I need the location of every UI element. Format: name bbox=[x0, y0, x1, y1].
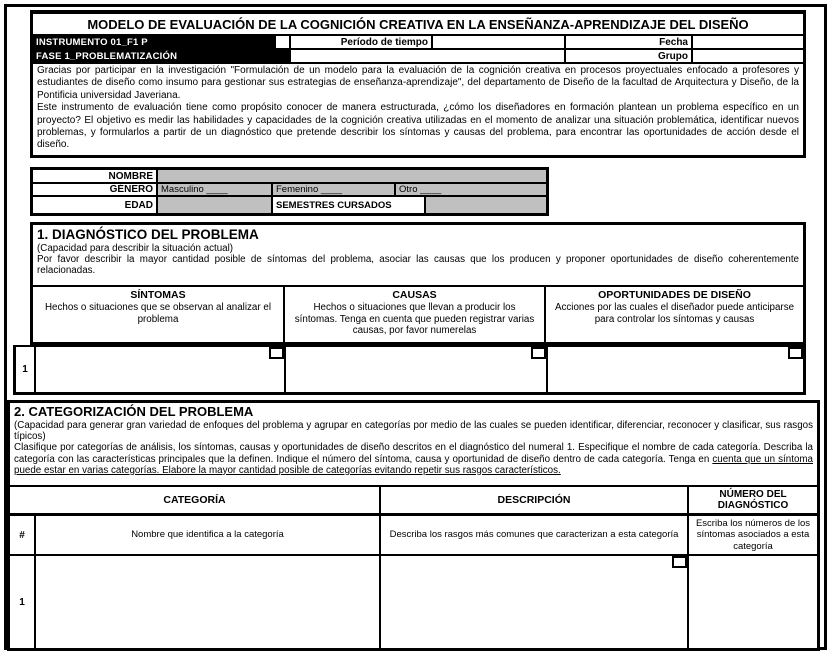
spacer-cell bbox=[276, 36, 291, 48]
personal-info-table bbox=[30, 167, 549, 216]
grupo-label: Grupo bbox=[566, 50, 693, 62]
genero-label: GÉNERO bbox=[33, 184, 158, 195]
section2-title: 2. CATEGORIZACIÓN DEL PROBLEMA bbox=[14, 404, 254, 419]
column-header-descripcion: DESCRIPCIÓN bbox=[381, 487, 689, 513]
section1-data-row bbox=[13, 345, 806, 395]
periodo-value-field[interactable] bbox=[433, 36, 566, 48]
genero-option-masculino[interactable]: Masculino ____ bbox=[158, 184, 273, 195]
section1-subtitle: (Capacidad para describir la situación actual) bbox=[37, 243, 234, 254]
hash-column-label: # bbox=[10, 516, 36, 554]
semestres-label: SEMESTRES CURSADOS bbox=[273, 197, 426, 213]
genero-option-femenino[interactable]: Femenino ____ bbox=[273, 184, 396, 195]
section2-row-number: 1 bbox=[10, 556, 36, 648]
section2-subtitle: (Capacidad para generar gran variedad de enfoques del problema y agrupar en categorías por medio de las cuales se pueden identificar, diferenciar, reconocer y clasificar, sus rasgos típicos) bbox=[14, 420, 813, 443]
subheader-descripcion: Describa los rasgos más comunes que caracterizan a esta categoría bbox=[381, 516, 689, 554]
section2-description bbox=[14, 442, 813, 476]
oportunidades-input-cell[interactable] bbox=[548, 347, 803, 392]
section2-description-underlined: cuenta que un síntoma puede estar en varias categorías. Elabore la mayor cantidad posible de categorías evitando repetir sus rasgos característicos. bbox=[14, 453, 814, 476]
subheader-numero: Escriba los números de los síntomas asociados a esta categoría bbox=[695, 517, 811, 552]
instrumento-label: INSTRUMENTO 01_F1 P bbox=[33, 36, 276, 48]
nombre-label: NOMBRE bbox=[33, 170, 158, 182]
intro-paragraph-2: Este instrumento de evaluación tiene como propósito conocer de manera estructurada, ¿cómo los diseñadores en formación plantean un problema específico en un proyecto? El objetivo es medir las habilidades y capacidades de la cognición creativa utilizadas en el momento de analizar una situación problemática, identificar nuevos problemas, y formularlos a partir de un diagnóstico que pretende describir los síntomas y causas del problema, para encontrar las oportunidades de acción desde el diseño. bbox=[37, 102, 799, 151]
column-header-categoria: CATEGORÍA bbox=[10, 487, 381, 513]
genero-option-otro[interactable]: Otro ____ bbox=[396, 184, 546, 195]
section2-box bbox=[7, 400, 820, 516]
sintomas-checkbox[interactable] bbox=[269, 347, 284, 359]
descripcion-input-cell[interactable] bbox=[381, 556, 689, 648]
section1-row-number: 1 bbox=[16, 347, 36, 392]
causas-checkbox[interactable] bbox=[531, 347, 546, 359]
nombre-value-field[interactable] bbox=[158, 170, 546, 182]
descripcion-checkbox[interactable] bbox=[672, 556, 687, 568]
intro-text bbox=[33, 64, 803, 155]
section1-description: Por favor describir la mayor cantidad posible de síntomas del problema, asociar las causas que los producen y proponer oportunidades de diseño coherentemente relacionadas. bbox=[37, 254, 799, 277]
header-table bbox=[30, 10, 806, 158]
fase-blank-field[interactable] bbox=[291, 50, 566, 62]
section2-description-part1: Clasifique por categorías de análisis, los síntomas, causas y oportunidades de diseño descritos en el diagnóstico del numeral 1. Especifique el nombre de cada categoría. Describa la categoría con las características principales que la definen. Indique el número del síntoma, causa y oportunidad de diseño dentro de cada categoría. Tenga en bbox=[14, 442, 813, 465]
section1-title: 1. DIAGNÓSTICO DEL PROBLEMA bbox=[37, 227, 259, 242]
section2-table-body bbox=[7, 516, 820, 651]
edad-value-field[interactable] bbox=[158, 197, 273, 213]
numero-input-cell[interactable] bbox=[689, 556, 817, 648]
column-header-oportunidades: OPORTUNIDADES DE DISEÑO Acciones por las cuales el diseñador puede anticiparse para controlar los síntomas y causas bbox=[554, 289, 795, 325]
column-header-numero-diagnostico: NÚMERO DEL DIAGNÓSTICO bbox=[717, 489, 789, 511]
fecha-label: Fecha bbox=[566, 36, 693, 48]
sintomas-input-cell[interactable] bbox=[36, 347, 286, 392]
causas-input-cell[interactable] bbox=[286, 347, 548, 392]
column-header-causas: CAUSAS Hechos o situaciones que llevan a producir los síntomas. Tenga en cuenta que pueden registrar varias causas, por favor numerelas bbox=[285, 287, 546, 342]
section1-box bbox=[30, 222, 806, 345]
oportunidades-checkbox[interactable] bbox=[788, 347, 803, 359]
edad-label: EDAD bbox=[33, 197, 158, 213]
grupo-value-field[interactable] bbox=[693, 50, 803, 62]
subheader-categoria: Nombre que identifica a la categoría bbox=[36, 516, 381, 554]
categoria-input-cell[interactable] bbox=[36, 556, 381, 648]
semestres-value-field[interactable] bbox=[426, 197, 546, 213]
periodo-label: Período de tiempo bbox=[291, 36, 433, 48]
fecha-value-field[interactable] bbox=[693, 36, 803, 48]
form-title: MODELO DE EVALUACIÓN DE LA COGNICIÓN CREATIVA EN LA ENSEÑANZA-APRENDIZAJE DEL DISEÑO bbox=[87, 16, 749, 32]
fase-label: FASE 1_PROBLEMATIZACIÓN bbox=[33, 50, 291, 62]
intro-paragraph-1: Gracias por participar en la investigación "Formulación de un modelo para la evaluación de la cognición creativa en procesos proyectuales enfocado a profesores y estudiantes de diseño como insumo para gestionar sus estrategias de enseñanza-aprendizaje", del departamento de Diseño de la facultad de Arquitectura y Diseño, de la Pontificia universidad Javeriana. bbox=[37, 65, 799, 101]
column-header-sintomas: SÍNTOMAS Hechos o situaciones que se observan al analizar el problema bbox=[33, 287, 285, 342]
